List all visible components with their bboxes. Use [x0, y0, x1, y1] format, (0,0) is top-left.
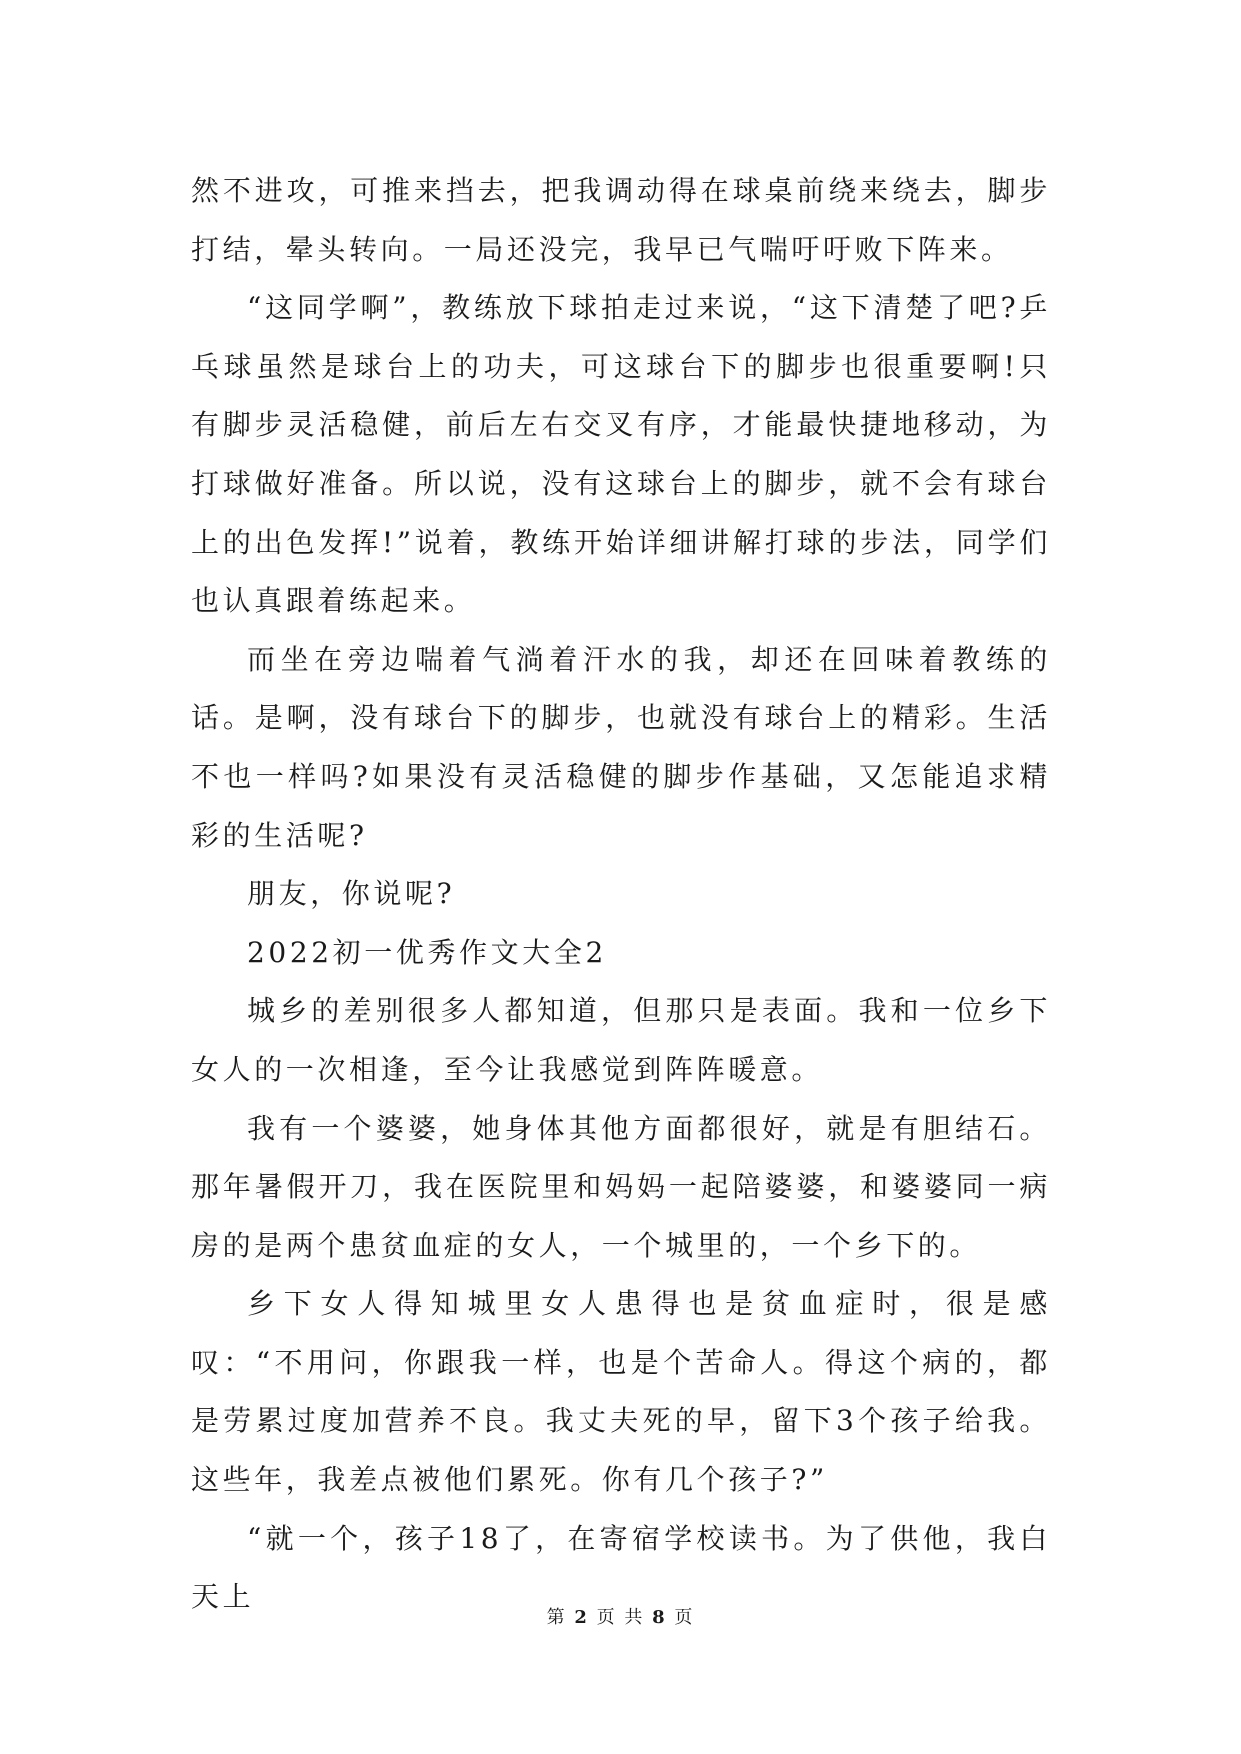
paragraph: 城乡的差别很多人都知道，但那只是表面。我和一位乡下女人的一次相逢，至今让我感觉到阵阵暖意。 — [191, 994, 1051, 1086]
paragraph: 然不进攻，可推来挡去，把我调动得在球桌前绕来绕去，脚步打结，晕头转向。一局还没完，我早已气喘吁吁败下阵来。 — [191, 174, 1051, 266]
paragraph: 朋友，你说呢? — [247, 877, 456, 911]
footer-prefix: 第 — [546, 1607, 567, 1628]
footer-middle: 页 共 — [596, 1607, 645, 1628]
page-footer — [0, 1603, 1241, 1629]
footer-suffix: 页 — [674, 1607, 695, 1628]
paragraph: “这同学啊”，教练放下球拍走过来说，“这下清楚了吧?乒乓球虽然是球台上的功夫，可这球台下的脚步也很重要啊!只有脚步灵活稳健，前后左右交叉有序，才能最快捷地移动，为打球做好准备。所以说，没有这球台上的脚步，就不会有球台上的出色发挥!”说着，教练开始详细讲解打球的步法，同学们也认真跟着练起来。 — [191, 291, 1051, 618]
paragraph: 我有一个婆婆，她身体其他方面都很好，就是有胆结石。那年暑假开刀，我在医院里和妈妈一起陪婆婆，和婆婆同一病房的是两个患贫血症的女人，一个城里的，一个乡下的。 — [191, 1111, 1051, 1262]
paragraph: 乡下女人得知城里女人患得也是贫血症时，很是感叹：“不用问，你跟我一样，也是个苦命人。得这个病的，都是劳累过度加营养不良。我丈夫死的早，留下3个孩子给我。这些年，我差点被他们累死。你有几个孩子?” — [191, 1287, 1051, 1497]
paragraph: “就一个，孩子18了，在寄宿学校读书。为了供他，我白天上 — [191, 1521, 1051, 1614]
current-page-number: 2 — [574, 1607, 589, 1628]
total-page-number: 8 — [652, 1607, 667, 1628]
paragraph: 而坐在旁边喘着气淌着汗水的我，却还在回味着教练的话。是啊，没有球台下的脚步，也就没有球台上的精彩。生活不也一样吗?如果没有灵活稳健的脚步作基础，又怎能追求精彩的生活呢? — [191, 642, 1051, 852]
body-text — [191, 162, 1051, 1627]
section-heading: 2022初一优秀作文大全2 — [247, 935, 607, 969]
